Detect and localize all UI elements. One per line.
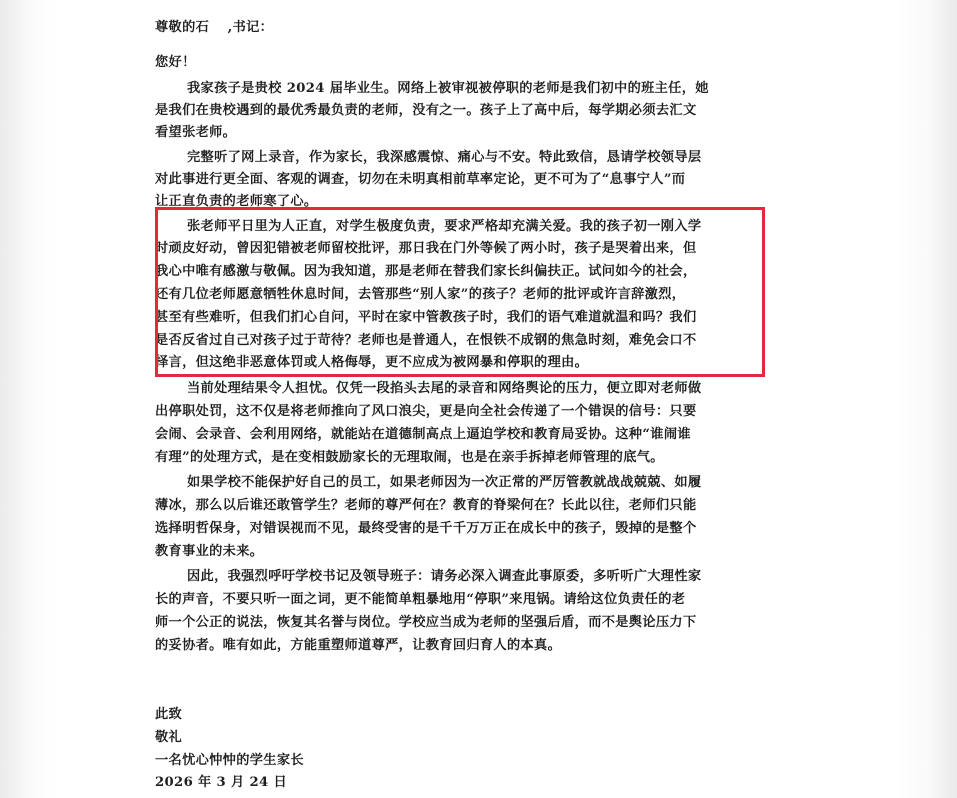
paragraph-3-line-7: 择言，但这绝非恶意体罚或人格侮辱，更不应成为被网暴和停职的理由。 xyxy=(155,355,589,370)
highlight-box xyxy=(155,207,765,377)
paragraph-4-line-3: 会闹、会录音、会利用网络，就能站在道德制高点上逼迫学校和教育局妥协。这种“谁闹谁 xyxy=(155,427,691,442)
paragraph-3-line-6: 是否反省过自己对孩子过于苛待？老师也是普通人，在恨铁不成钢的焦急时刻，难免会口不 xyxy=(155,333,697,348)
paragraph-4-line-2: 出停职处罚，这不仅是将老师推向了风口浪尖，更是向全社会传递了一个错误的信号：只要 xyxy=(155,404,697,419)
paragraph-6-line-3: 师一个公正的说法，恢复其名誉与岗位。学校应当成为老师的坚强后盾，而不是舆论压力下 xyxy=(155,615,697,630)
paragraph-3-line-5: 甚至有些难听，但我们扪心自问，平时在家中管教孩子时，我们的语气难道就温和吗？我们 xyxy=(155,310,697,325)
paragraph-6-line-4: 的妥协者。唯有如此，方能重塑师道尊严，让教育回归育人的本真。 xyxy=(155,638,562,653)
closing-line-2: 敬礼 xyxy=(155,730,183,745)
paragraph-5-line-4: 教育事业的未来。 xyxy=(155,544,264,559)
paragraph-3-line-2: 时顽皮好动，曾因犯错被老师留校批评，那日我在门外等候了两小时，孩子是哭着出来，但 xyxy=(155,241,697,256)
paragraph-3-line-3: 我心中唯有感激与敬佩。因为我知道，那是老师在替我们家长纠偏扶正。试问如今的社会， xyxy=(155,264,697,279)
page-edge-shadow-left xyxy=(0,0,28,798)
paragraph-3-line-1: 张老师平日里为人正直，对学生极度负责，要求严格却充满关爱。我的孩子初一刚入学 xyxy=(187,219,702,234)
paragraph-5-line-2: 薄冰，那么以后谁还敢管学生？老师的尊严何在？教育的脊梁何在？长此以往，老师们只能 xyxy=(155,498,697,513)
signature: 一名忧心忡忡的学生家长 xyxy=(155,753,304,768)
closing-line-1: 此致 xyxy=(155,707,183,722)
paragraph-2-line-2: 对此事进行更全面、客观的调查，切勿在未明真相前草率定论，更不可为了“息事宁人”而 xyxy=(155,172,686,187)
paragraph-3-line-4: 还有几位老师愿意牺牲休息时间，去管那些“别人家”的孩子？老师的批评或许言辞激烈， xyxy=(155,287,686,302)
letter-salutation: 尊敬的石 ,书记： xyxy=(155,20,274,35)
letter-greeting: 您好！ xyxy=(155,55,196,70)
page-edge-shadow-right xyxy=(929,0,957,798)
letter-date: 2026 年 3 月 24 日 xyxy=(155,775,287,790)
paragraph-6-line-2: 长的声音，不要只听一面之词，更不能简单粗暴地用“停职”来甩锅。请给这位负责任的老 xyxy=(155,592,686,607)
paragraph-2-line-3: 让正直负责的老师寒了心。 xyxy=(155,194,318,209)
paragraph-4-line-1: 当前处理结果令人担忧。仅凭一段掐头去尾的录音和网络舆论的压力，便立即对老师做 xyxy=(187,381,702,396)
paragraph-1-line-1: 我家孩子是贵校 2024 届毕业生。网络上被审视被停职的老师是我们初中的班主任，她 xyxy=(187,81,709,96)
paragraph-1-line-2: 是我们在贵校遇到的最优秀最负责的老师，没有之一。孩子上了高中后，每学期必须去汇文 xyxy=(155,103,697,118)
paragraph-5-line-1: 如果学校不能保护好自己的员工，如果老师因为一次正常的严厉管教就战战兢兢、如履 xyxy=(187,475,702,490)
paragraph-6-line-1: 因此，我强烈呼吁学校书记及领导班子：请务必深入调查此事原委，多听听广大理性家 xyxy=(187,569,702,584)
paragraph-2-line-1: 完整听了网上录音，作为家长，我深感震惊、痛心与不安。特此致信，恳请学校领导层 xyxy=(187,150,702,165)
paragraph-4-line-4: 有理”的处理方式，是在变相鼓励家长的无理取闹，也是在亲手拆掉老师管理的底气。 xyxy=(155,450,664,465)
paragraph-5-line-3: 选择明哲保身，对错误视而不见，最终受害的是千千万万正在成长中的孩子，毁掉的是整个 xyxy=(155,521,697,536)
paragraph-1-line-3: 看望张老师。 xyxy=(155,125,237,140)
